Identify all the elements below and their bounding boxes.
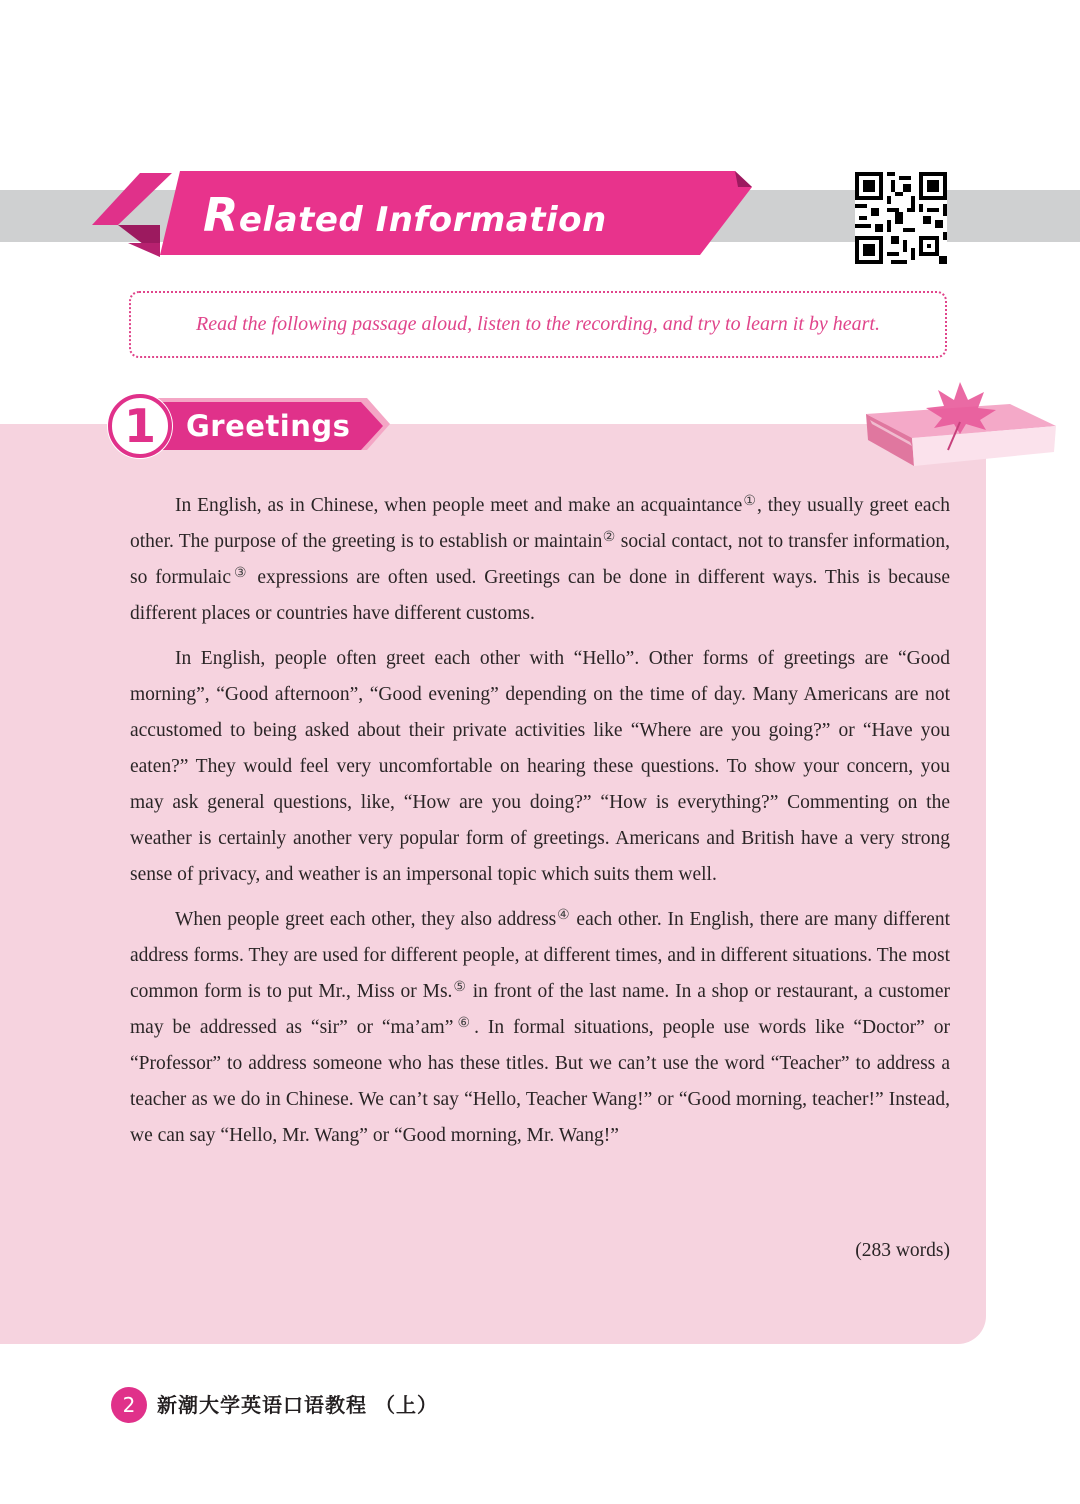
footnote-marker-5[interactable]: ⑤ <box>452 980 467 995</box>
paragraph-text: . In formal situations, people use words like “Doctor” or “Professor” to address someone who has these titles. But we can’t use the word “Teacher” to address a teacher as we do in Chinese. We can’t say “Hello, Teacher Wang!” or “Good morning, teacher!” Instead, we can say “Hello, Mr. Wang” or “Good morning, Mr. Wang!” <box>130 1017 950 1146</box>
footnote-marker-4[interactable]: ④ <box>556 908 571 923</box>
book-with-maple-leaf-icon <box>860 376 1060 486</box>
passage-paragraph-1 <box>130 488 950 632</box>
footnote-marker-3[interactable]: ③ <box>231 566 250 581</box>
qr-code-icon[interactable] <box>855 172 947 264</box>
paragraph-text: expressions are often used. Greetings can be done in different ways. This is because different places or countries have different customs. <box>130 567 950 624</box>
paragraph-text: When people greet each other, they also address <box>175 909 557 930</box>
passage-body <box>130 488 950 1163</box>
instruction-box <box>129 291 947 358</box>
banner-title <box>203 185 607 245</box>
passage-paragraph-3 <box>130 902 950 1154</box>
footnote-marker-1[interactable]: ① <box>742 494 757 509</box>
paragraph-text: social contact, not to transfer information, so formulaic <box>130 531 950 588</box>
section-title: Greetings <box>186 409 351 443</box>
instruction-text: Read the following passage aloud, listen to the recording, and try to learn it by heart. <box>195 313 880 335</box>
paragraph-text: in front of the last name. In a shop or restaurant, a customer may be addressed as “sir” or “ma’am” <box>130 981 950 1038</box>
footnote-marker-2[interactable]: ② <box>602 530 616 545</box>
page-number: 2 <box>111 1387 147 1423</box>
word-count: (283 words) <box>855 1240 950 1261</box>
passage-paragraph-2: In English, people often greet each other with “Hello”. Other forms of greetings are “Good morning”, “Good afternoon”, “Good evening” depending on the time of day. Many Americans are not accustomed to being asked about their private activities like “Where are you going?” or “Have you eaten?” They would feel very uncomfortable on hearing these questions. To show your concern, you may ask general questions, like, “How are you doing?” “How is everything?” Commenting on the weather is certainly another very popular form of greetings. Americans and British have a very strong sense of privacy, and weather is an impersonal topic which suits them well. <box>130 648 950 885</box>
banner-title-rest: elated Information <box>238 200 607 240</box>
paragraph-text: , they usually greet each other. The purpose of the greeting is to establish or maintain <box>130 495 950 552</box>
paragraph-text: each other. In English, there are many different address forms. They are used for different people, at different times, and in different situations. The most common form is to put Mr., Miss or Ms. <box>130 909 950 1002</box>
paragraph-text: In English, as in Chinese, when people meet and make an acquaintance <box>175 495 743 516</box>
banner-title-initial: R <box>203 188 239 242</box>
section-number: 1 <box>123 399 156 453</box>
running-footer-title: 新潮大学英语口语教程 （上） <box>157 1393 438 1417</box>
footnote-marker-6[interactable]: ⑥ <box>453 1016 475 1031</box>
